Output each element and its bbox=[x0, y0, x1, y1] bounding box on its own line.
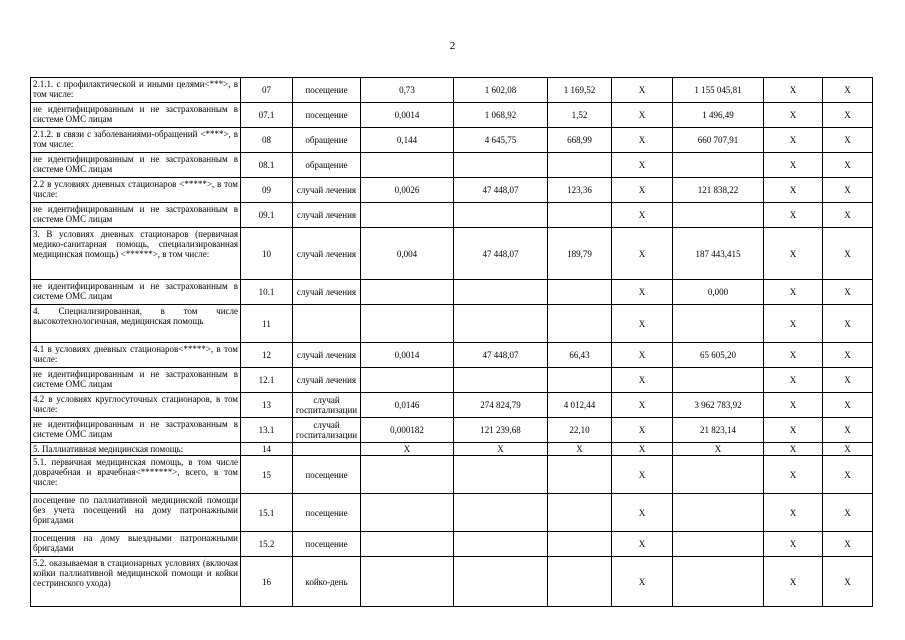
row-col-x3-cell: Х bbox=[823, 228, 873, 280]
table-row bbox=[31, 305, 873, 343]
row-per-capita-cell: 22,10 bbox=[548, 418, 612, 443]
row-col-x3-cell: Х bbox=[823, 153, 873, 178]
row-col-x3-cell: Х bbox=[823, 418, 873, 443]
table-row bbox=[31, 368, 873, 393]
row-unit-cell: посещение bbox=[293, 456, 361, 494]
row-name-cell: 4.2 в условиях круглосуточных стационаров, в том числе: bbox=[31, 393, 241, 418]
row-amount-cell: Х bbox=[673, 443, 764, 456]
row-amount-cell bbox=[673, 368, 764, 393]
row-volume-cell: 0,0014 bbox=[361, 103, 454, 128]
row-amount-cell bbox=[673, 557, 764, 607]
table-row bbox=[31, 343, 873, 368]
row-col-x3-cell: Х bbox=[823, 443, 873, 456]
row-col-x1-cell: Х bbox=[612, 78, 673, 103]
row-col-x1-cell: Х bbox=[612, 228, 673, 280]
row-cost-cell bbox=[454, 532, 548, 557]
row-per-capita-cell bbox=[548, 203, 612, 228]
row-col-x3-cell: Х bbox=[823, 494, 873, 532]
row-code-cell: 14 bbox=[241, 443, 293, 456]
row-col-x1-cell: Х bbox=[612, 203, 673, 228]
row-code-cell: 10 bbox=[241, 228, 293, 280]
row-col-x3-cell: Х bbox=[823, 532, 873, 557]
row-volume-cell: 0,0146 bbox=[361, 393, 454, 418]
row-col-x1-cell: Х bbox=[612, 557, 673, 607]
row-code-cell: 08.1 bbox=[241, 153, 293, 178]
row-col-x3-cell: Х bbox=[823, 78, 873, 103]
row-name-cell: 3. В условиях дневных стационаров (первичная медико-санитарная помощь, специализированная медицинская помощь) <******>, в том числе: bbox=[31, 228, 241, 280]
row-col-x1-cell: Х bbox=[612, 103, 673, 128]
row-cost-cell: 274 824,79 bbox=[454, 393, 548, 418]
row-code-cell: 15.2 bbox=[241, 532, 293, 557]
row-col-x2-cell: Х bbox=[764, 418, 823, 443]
row-per-capita-cell: 4 012,44 bbox=[548, 393, 612, 418]
row-per-capita-cell: 1,52 bbox=[548, 103, 612, 128]
row-cost-cell: 4 645,75 bbox=[454, 128, 548, 153]
row-unit-cell: койко-день bbox=[293, 557, 361, 607]
row-col-x3-cell: Х bbox=[823, 393, 873, 418]
row-col-x1-cell: Х bbox=[612, 128, 673, 153]
row-cost-cell: 1 068,92 bbox=[454, 103, 548, 128]
row-amount-cell: 187 443,415 bbox=[673, 228, 764, 280]
row-col-x1-cell: Х bbox=[612, 393, 673, 418]
row-col-x1-cell: Х bbox=[612, 443, 673, 456]
row-cost-cell: 1 602,08 bbox=[454, 78, 548, 103]
row-per-capita-cell bbox=[548, 368, 612, 393]
table-row bbox=[31, 280, 873, 305]
row-unit-cell: случай лечения bbox=[293, 178, 361, 203]
row-col-x2-cell: Х bbox=[764, 280, 823, 305]
row-name-cell: 5.2. оказываемая в стационарных условиях (включая койки паллиативной медицинской помощи и койки сестринского ухода) bbox=[31, 557, 241, 607]
row-col-x2-cell: Х bbox=[764, 78, 823, 103]
table-row bbox=[31, 532, 873, 557]
row-name-cell: посещения на дому выездными патронажными бригадами bbox=[31, 532, 241, 557]
row-cost-cell bbox=[454, 280, 548, 305]
row-unit-cell: случай лечения bbox=[293, 280, 361, 305]
row-cost-cell bbox=[454, 305, 548, 343]
table-row bbox=[31, 178, 873, 203]
row-volume-cell bbox=[361, 368, 454, 393]
row-volume-cell bbox=[361, 456, 454, 494]
row-amount-cell bbox=[673, 153, 764, 178]
row-unit-cell: случай лечения bbox=[293, 203, 361, 228]
row-per-capita-cell: 189,79 bbox=[548, 228, 612, 280]
row-cost-cell bbox=[454, 456, 548, 494]
row-cost-cell bbox=[454, 557, 548, 607]
row-volume-cell: 0,73 bbox=[361, 78, 454, 103]
row-per-capita-cell: 668,99 bbox=[548, 128, 612, 153]
row-name-cell: не идентифицированным и не застрахованным в системе ОМС лицам bbox=[31, 153, 241, 178]
row-col-x2-cell: Х bbox=[764, 557, 823, 607]
row-volume-cell bbox=[361, 557, 454, 607]
row-per-capita-cell bbox=[548, 153, 612, 178]
row-per-capita-cell bbox=[548, 305, 612, 343]
row-unit-cell: случай лечения bbox=[293, 228, 361, 280]
table-row bbox=[31, 103, 873, 128]
row-unit-cell: случай госпитализации bbox=[293, 393, 361, 418]
row-code-cell: 10.1 bbox=[241, 280, 293, 305]
table-row bbox=[31, 418, 873, 443]
row-amount-cell bbox=[673, 494, 764, 532]
row-amount-cell bbox=[673, 532, 764, 557]
row-name-cell: 4. Специализированная, в том числе высокотехнологичная, медицинская помощь bbox=[31, 305, 241, 343]
table-row bbox=[31, 203, 873, 228]
row-unit-cell bbox=[293, 305, 361, 343]
row-col-x3-cell: Х bbox=[823, 103, 873, 128]
row-cost-cell bbox=[454, 203, 548, 228]
row-name-cell: 2.1.1. с профилактической и иными целями<***>, в том числе: bbox=[31, 78, 241, 103]
row-volume-cell: Х bbox=[361, 443, 454, 456]
row-amount-cell: 660 707,91 bbox=[673, 128, 764, 153]
row-amount-cell bbox=[673, 456, 764, 494]
table-row bbox=[31, 443, 873, 456]
row-volume-cell bbox=[361, 532, 454, 557]
row-code-cell: 13 bbox=[241, 393, 293, 418]
row-code-cell: 12.1 bbox=[241, 368, 293, 393]
row-col-x3-cell: Х bbox=[823, 456, 873, 494]
row-name-cell: 4.1 в условиях дневных стационаров<*****>, в том числе: bbox=[31, 343, 241, 368]
row-name-cell: 5. Паллиативная медицинская помощь: bbox=[31, 443, 241, 456]
row-unit-cell bbox=[293, 443, 361, 456]
row-col-x2-cell: Х bbox=[764, 456, 823, 494]
row-name-cell: 2.2 в условиях дневных стационаров <*****>, в том числе: bbox=[31, 178, 241, 203]
page-number: 2 bbox=[449, 40, 456, 52]
row-col-x2-cell: Х bbox=[764, 443, 823, 456]
row-col-x2-cell: Х bbox=[764, 103, 823, 128]
row-name-cell: посещение по паллиативной медицинской помощи без учета посещений на дому патронажными бригадами bbox=[31, 494, 241, 532]
row-per-capita-cell: 123,36 bbox=[548, 178, 612, 203]
row-col-x3-cell: Х bbox=[823, 305, 873, 343]
row-col-x2-cell: Х bbox=[764, 203, 823, 228]
row-col-x1-cell: Х bbox=[612, 153, 673, 178]
row-unit-cell: посещение bbox=[293, 494, 361, 532]
row-col-x3-cell: Х bbox=[823, 557, 873, 607]
row-amount-cell bbox=[673, 203, 764, 228]
table-row bbox=[31, 557, 873, 607]
row-name-cell: 2.1.2. в связи с заболеваниями-обращений <****>, в том числе: bbox=[31, 128, 241, 153]
row-amount-cell: 0,000 bbox=[673, 280, 764, 305]
row-volume-cell bbox=[361, 280, 454, 305]
row-per-capita-cell bbox=[548, 456, 612, 494]
row-col-x1-cell: Х bbox=[612, 456, 673, 494]
table-row bbox=[31, 228, 873, 280]
row-amount-cell: 121 838,22 bbox=[673, 178, 764, 203]
row-name-cell: не идентифицированным и не застрахованным в системе ОМС лицам bbox=[31, 103, 241, 128]
row-unit-cell: посещение bbox=[293, 103, 361, 128]
row-per-capita-cell: 66,43 bbox=[548, 343, 612, 368]
row-volume-cell bbox=[361, 494, 454, 532]
row-code-cell: 11 bbox=[241, 305, 293, 343]
row-unit-cell: посещение bbox=[293, 78, 361, 103]
row-amount-cell: 1 155 045,81 bbox=[673, 78, 764, 103]
row-col-x1-cell: Х bbox=[612, 280, 673, 305]
table-row bbox=[31, 494, 873, 532]
row-cost-cell: 47 448,07 bbox=[454, 228, 548, 280]
row-volume-cell: 0,000182 bbox=[361, 418, 454, 443]
row-col-x2-cell: Х bbox=[764, 494, 823, 532]
row-cost-cell bbox=[454, 494, 548, 532]
row-cost-cell bbox=[454, 153, 548, 178]
table-row bbox=[31, 153, 873, 178]
row-col-x2-cell: Х bbox=[764, 128, 823, 153]
table-row bbox=[31, 78, 873, 103]
row-col-x2-cell: Х bbox=[764, 153, 823, 178]
row-code-cell: 15.1 bbox=[241, 494, 293, 532]
row-cost-cell bbox=[454, 368, 548, 393]
row-amount-cell: 21 823,14 bbox=[673, 418, 764, 443]
row-per-capita-cell: Х bbox=[548, 443, 612, 456]
row-code-cell: 08 bbox=[241, 128, 293, 153]
row-cost-cell: Х bbox=[454, 443, 548, 456]
row-volume-cell: 0,0026 bbox=[361, 178, 454, 203]
row-cost-cell: 47 448,07 bbox=[454, 343, 548, 368]
row-unit-cell: обращение bbox=[293, 128, 361, 153]
row-code-cell: 13.1 bbox=[241, 418, 293, 443]
row-col-x1-cell: Х bbox=[612, 305, 673, 343]
row-cost-cell: 47 448,07 bbox=[454, 178, 548, 203]
table-row bbox=[31, 128, 873, 153]
row-volume-cell: 0,004 bbox=[361, 228, 454, 280]
row-volume-cell bbox=[361, 203, 454, 228]
row-col-x1-cell: Х bbox=[612, 368, 673, 393]
row-unit-cell: обращение bbox=[293, 153, 361, 178]
row-col-x1-cell: Х bbox=[612, 343, 673, 368]
row-col-x3-cell: Х bbox=[823, 178, 873, 203]
row-code-cell: 16 bbox=[241, 557, 293, 607]
row-per-capita-cell bbox=[548, 280, 612, 305]
row-unit-cell: посещение bbox=[293, 532, 361, 557]
row-unit-cell: случай лечения bbox=[293, 368, 361, 393]
row-name-cell: не идентифицированным и не застрахованным в системе ОМС лицам bbox=[31, 280, 241, 305]
row-name-cell: не идентифицированным и не застрахованным в системе ОМС лицам bbox=[31, 368, 241, 393]
row-code-cell: 12 bbox=[241, 343, 293, 368]
row-name-cell: не идентифицированным и не застрахованным в системе ОМС лицам bbox=[31, 203, 241, 228]
row-volume-cell bbox=[361, 305, 454, 343]
row-per-capita-cell bbox=[548, 494, 612, 532]
row-col-x3-cell: Х bbox=[823, 368, 873, 393]
row-name-cell: не идентифицированным и не застрахованным в системе ОМС лицам bbox=[31, 418, 241, 443]
row-col-x2-cell: Х bbox=[764, 532, 823, 557]
row-unit-cell: случай госпитализации bbox=[293, 418, 361, 443]
row-amount-cell bbox=[673, 305, 764, 343]
data-table bbox=[30, 77, 873, 607]
row-col-x3-cell: Х bbox=[823, 128, 873, 153]
row-unit-cell: случай лечения bbox=[293, 343, 361, 368]
row-code-cell: 07.1 bbox=[241, 103, 293, 128]
row-volume-cell: 0,0014 bbox=[361, 343, 454, 368]
table-row bbox=[31, 393, 873, 418]
row-cost-cell: 121 239,68 bbox=[454, 418, 548, 443]
row-col-x3-cell: Х bbox=[823, 280, 873, 305]
row-per-capita-cell: 1 169,52 bbox=[548, 78, 612, 103]
row-per-capita-cell bbox=[548, 557, 612, 607]
row-col-x1-cell: Х bbox=[612, 494, 673, 532]
row-name-cell: 5.1. первичная медицинская помощь, в том числе доврачебная и врачебная<*******>, всего, в том числе: bbox=[31, 456, 241, 494]
row-col-x2-cell: Х bbox=[764, 368, 823, 393]
row-col-x1-cell: Х bbox=[612, 532, 673, 557]
table-row bbox=[31, 456, 873, 494]
row-col-x2-cell: Х bbox=[764, 305, 823, 343]
row-amount-cell: 1 496,49 bbox=[673, 103, 764, 128]
row-volume-cell: 0,144 bbox=[361, 128, 454, 153]
row-code-cell: 09 bbox=[241, 178, 293, 203]
row-col-x2-cell: Х bbox=[764, 178, 823, 203]
row-code-cell: 09.1 bbox=[241, 203, 293, 228]
row-col-x2-cell: Х bbox=[764, 228, 823, 280]
row-col-x2-cell: Х bbox=[764, 393, 823, 418]
row-col-x3-cell: Х bbox=[823, 203, 873, 228]
row-col-x3-cell: Х bbox=[823, 343, 873, 368]
row-col-x1-cell: Х bbox=[612, 178, 673, 203]
row-per-capita-cell bbox=[548, 532, 612, 557]
row-col-x1-cell: Х bbox=[612, 418, 673, 443]
row-amount-cell: 65 605,20 bbox=[673, 343, 764, 368]
row-col-x2-cell: Х bbox=[764, 343, 823, 368]
row-amount-cell: 3 962 783,92 bbox=[673, 393, 764, 418]
row-volume-cell bbox=[361, 153, 454, 178]
row-code-cell: 07 bbox=[241, 78, 293, 103]
row-code-cell: 15 bbox=[241, 456, 293, 494]
